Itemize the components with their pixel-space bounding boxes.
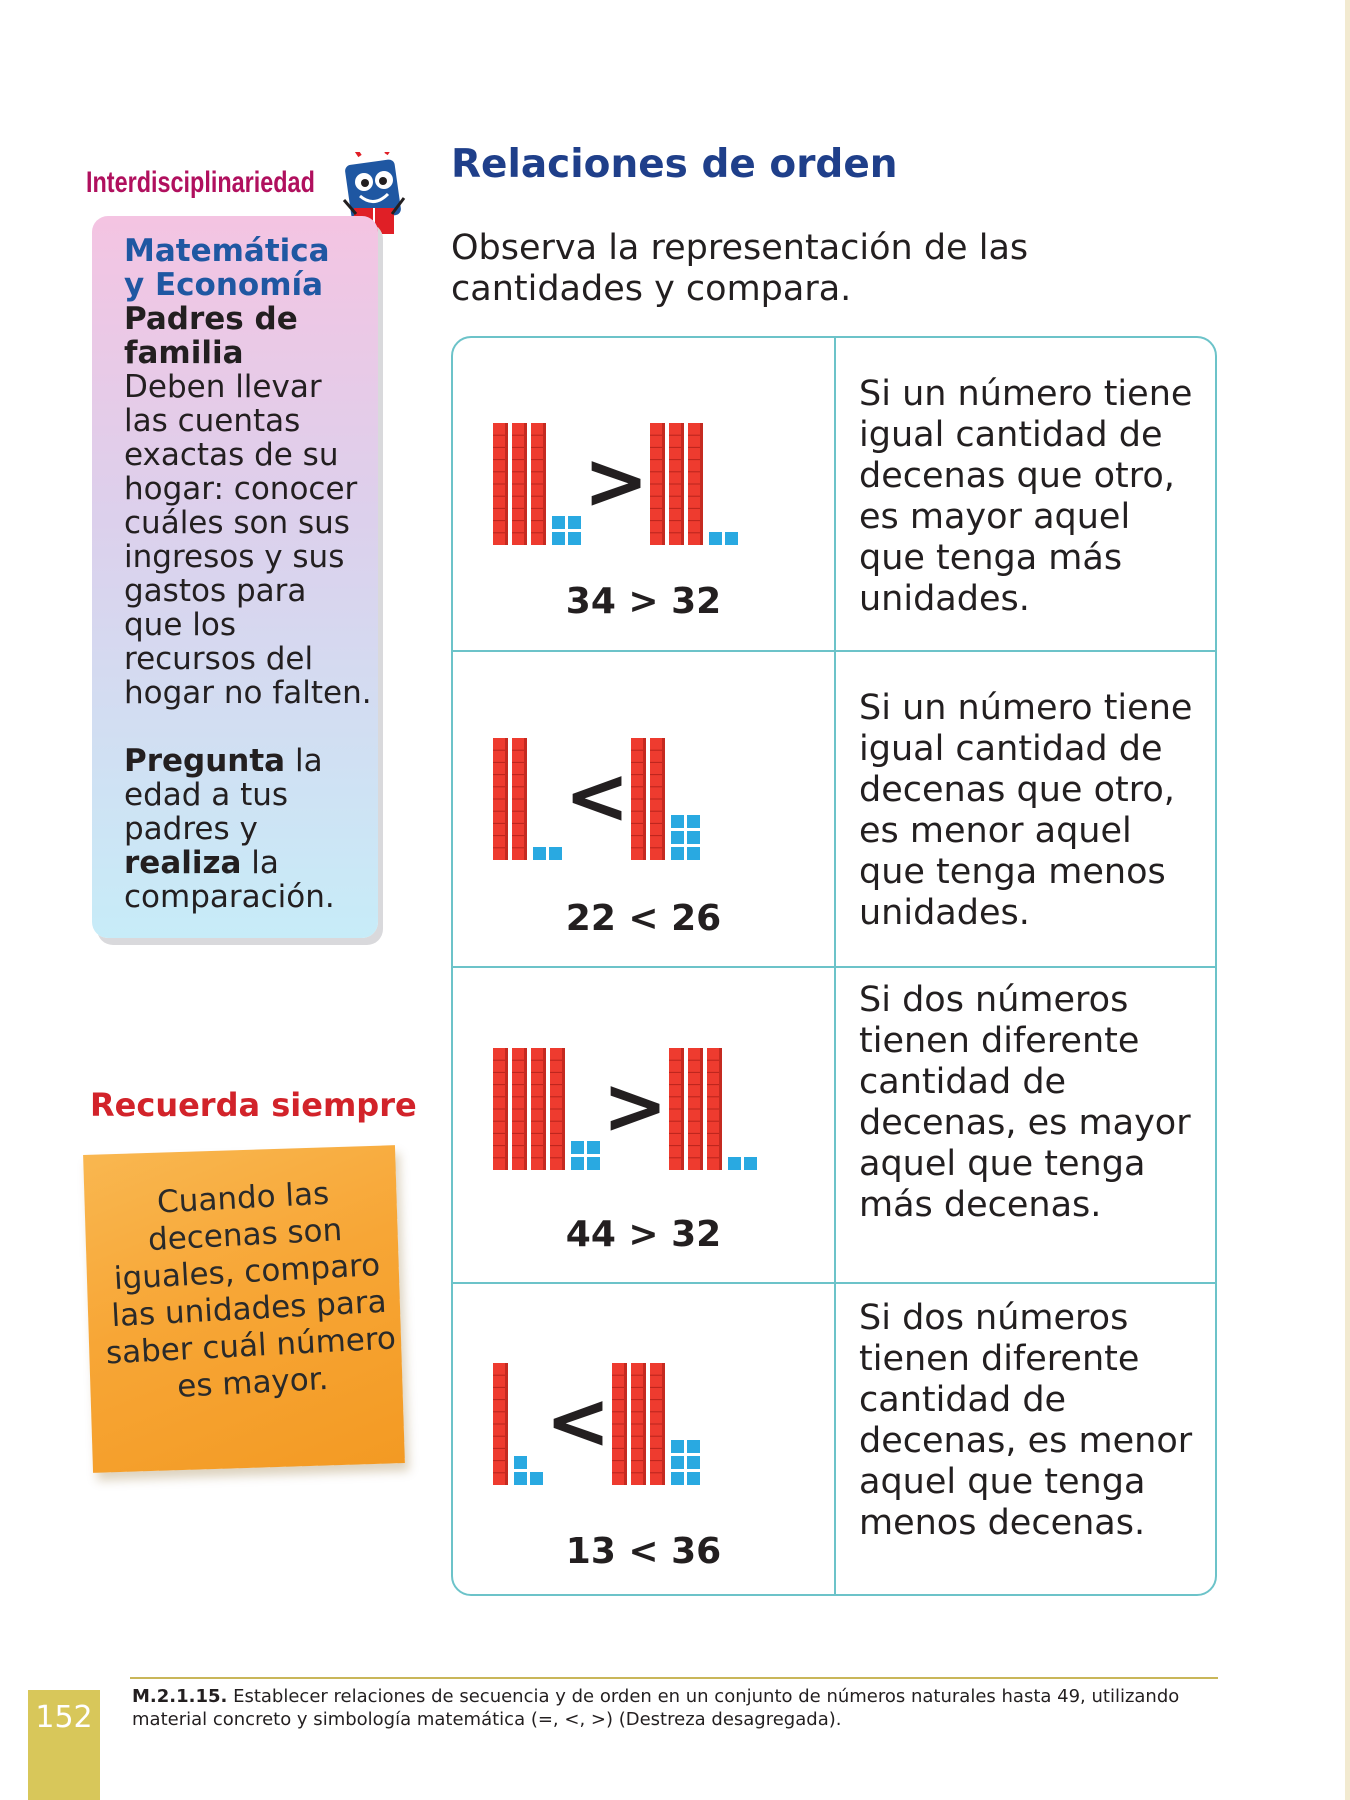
skill-code: M.2.1.15. <box>132 1686 228 1707</box>
unit-cube <box>687 847 700 860</box>
ten-rod <box>493 1048 508 1170</box>
ten-rod <box>512 738 527 860</box>
comparison-symbol: < <box>545 1377 611 1467</box>
page-title: Relaciones de orden <box>451 142 898 187</box>
ten-rod <box>493 1363 508 1485</box>
unit-cube <box>671 1472 684 1485</box>
unit-cube <box>514 1456 527 1469</box>
base-ten-blocks-row-1 <box>453 413 834 563</box>
question-bold-1: Pregunta <box>124 743 286 779</box>
row-divider <box>453 966 1215 968</box>
unit-cube <box>709 532 722 545</box>
comparison-caption: 22 < 26 <box>565 898 722 939</box>
box-question <box>124 744 374 914</box>
base-ten-blocks-row-2 <box>453 728 834 878</box>
footer-rule <box>130 1677 1218 1679</box>
question-bold-2: realiza <box>124 845 242 881</box>
page-edge <box>1345 0 1350 1800</box>
unit-cube <box>587 1141 600 1154</box>
ten-rod <box>531 423 546 545</box>
ten-rod <box>650 1363 665 1485</box>
page-number: 152 <box>35 1700 93 1735</box>
rule-text: Si dos números tienen diferente cantidad de decenas, es menor aquel que tenga menos decenas. <box>859 1298 1193 1543</box>
question-text-1: la edad a tus padres y <box>124 743 323 847</box>
unit-cube <box>568 516 581 529</box>
ten-rod <box>550 1048 565 1170</box>
unit-cube <box>687 1440 700 1453</box>
box-heading-line1: Matemática <box>124 233 330 269</box>
question-text-2: la comparación. <box>124 845 335 915</box>
unit-cube <box>687 831 700 844</box>
unit-cube <box>571 1157 584 1170</box>
unit-cube <box>687 1456 700 1469</box>
unit-cube <box>687 815 700 828</box>
unit-cube <box>571 1141 584 1154</box>
ten-rod <box>631 1363 646 1485</box>
instruction-text: Observa la representación de las cantidades y compara. <box>451 228 1029 309</box>
comparison-symbol: > <box>583 437 649 527</box>
ten-rod <box>688 1048 703 1170</box>
comparison-symbol: > <box>602 1062 668 1152</box>
base-ten-blocks-row-3 <box>453 1038 834 1188</box>
ten-rod <box>493 738 508 860</box>
reminder-title: Recuerda siempre <box>90 1086 417 1124</box>
ten-rod <box>531 1048 546 1170</box>
comparison-symbol: < <box>564 752 630 842</box>
ten-rod <box>707 1048 722 1170</box>
ten-rod <box>512 423 527 545</box>
base-ten-blocks-row-4 <box>453 1353 834 1503</box>
row-divider <box>453 650 1215 652</box>
unit-cube <box>568 532 581 545</box>
box-body: Deben llevar las cuentas exactas de su hogar: conocer cuáles son sus ingresos y sus gastos para que los recursos del hogar no falten. <box>124 369 372 711</box>
ten-rod <box>669 423 684 545</box>
unit-cube <box>728 1157 741 1170</box>
unit-cube <box>744 1157 757 1170</box>
rule-text: Si dos números tienen diferente cantidad de decenas, es mayor aquel que tenga más decenas. <box>859 980 1191 1225</box>
unit-cube <box>671 847 684 860</box>
unit-cube <box>530 1472 543 1485</box>
unit-cube <box>549 847 562 860</box>
ten-rod <box>631 738 646 860</box>
unit-cube <box>725 532 738 545</box>
unit-cube <box>587 1157 600 1170</box>
interdisciplinary-label: Interdisciplinariedad <box>86 166 315 199</box>
ten-rod <box>669 1048 684 1170</box>
unit-cube <box>671 815 684 828</box>
unit-cube <box>533 847 546 860</box>
comparison-caption: 44 > 32 <box>565 1214 722 1255</box>
unit-cube <box>671 831 684 844</box>
box-subheading: Padres de familia <box>124 301 298 371</box>
reminder-text: Cuando las decenas son iguales, comparo las unidades para saber cuál número es mayor. <box>105 1175 397 1405</box>
unit-cube <box>671 1456 684 1469</box>
ten-rod <box>650 738 665 860</box>
unit-cube <box>687 1472 700 1485</box>
unit-cube <box>552 532 565 545</box>
box-heading-line2: y Economía <box>124 267 324 303</box>
rule-text: Si un número tiene igual cantidad de decenas que otro, es menor aquel que tenga menos unidades. <box>859 688 1193 933</box>
skill-footnote <box>132 1685 1192 1731</box>
comparison-table <box>451 336 1217 1596</box>
unit-cube <box>514 1472 527 1485</box>
skill-description: Establecer relaciones de secuencia y de orden en un conjunto de números naturales hasta 49, utilizando material concreto y simbología matemática (=, <, >) (Destreza desagregada). <box>132 1686 1180 1730</box>
ten-rod <box>612 1363 627 1485</box>
comparison-caption: 13 < 36 <box>565 1531 722 1572</box>
ten-rod <box>493 423 508 545</box>
ten-rod <box>512 1048 527 1170</box>
interdisciplinary-content <box>124 234 374 914</box>
unit-cube <box>552 516 565 529</box>
unit-cube <box>671 1440 684 1453</box>
row-divider <box>453 1282 1215 1284</box>
rule-text: Si un número tiene igual cantidad de decenas que otro, es mayor aquel que tenga más unidades. <box>859 374 1193 619</box>
ten-rod <box>688 423 703 545</box>
ten-rod <box>650 423 665 545</box>
comparison-caption: 34 > 32 <box>565 581 722 622</box>
